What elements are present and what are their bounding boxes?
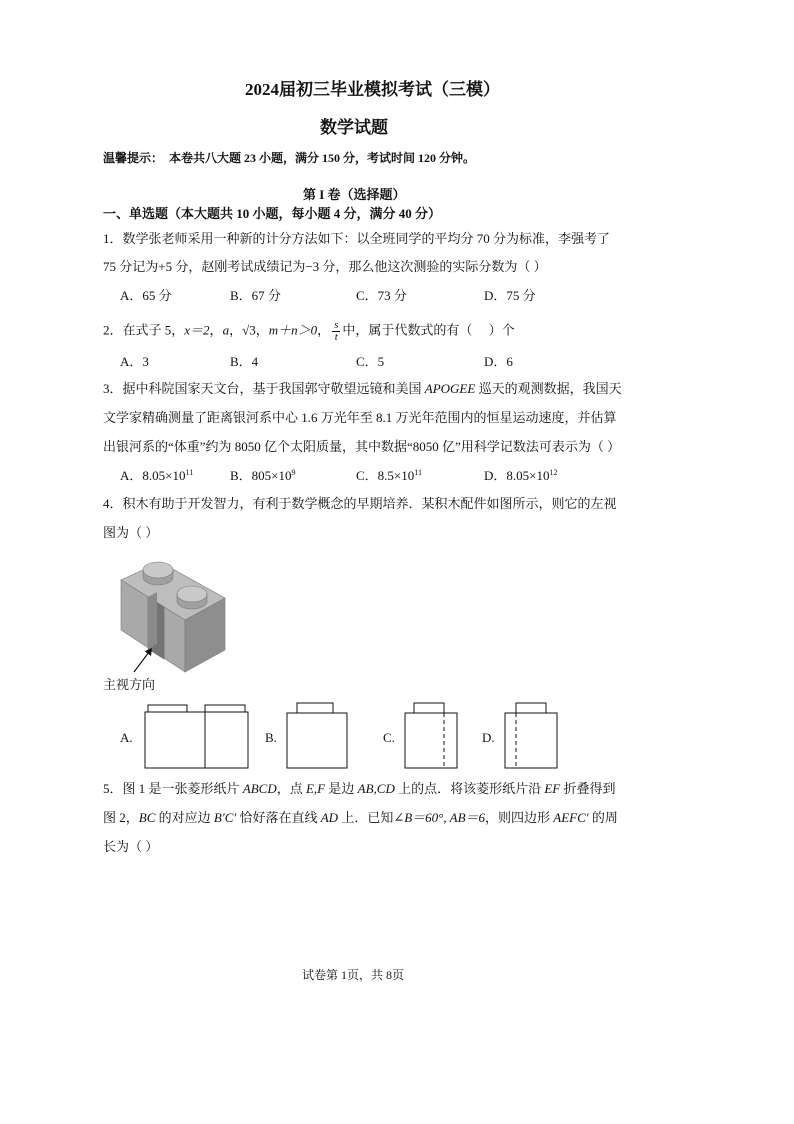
q5-text: 的对应边: [155, 810, 214, 825]
subject-title: 数学试题: [320, 118, 388, 137]
q5-text: 上的点．将该菱形纸片沿: [394, 781, 545, 796]
stud-back-top: [143, 562, 173, 578]
q1-option-d: D．75 分: [484, 288, 536, 303]
q2-option-b: B．4: [230, 354, 259, 369]
q2-line: [103, 320, 515, 343]
q5-math: ∠B＝60°, AB＝6: [393, 810, 486, 825]
q3-line-3: 出银河系的“体重”约为 8050 亿个太阳质量，其中数据“8050 亿”用科学记数法可表示为（ ）: [103, 439, 621, 454]
q2-expr-a: a: [222, 322, 230, 338]
q2-prefix: 2．在式子 5，: [103, 322, 185, 338]
q2-sep: ，: [317, 322, 331, 338]
q5-math: AEFC′: [553, 810, 589, 825]
option-a-body: [145, 712, 248, 768]
q2-sep: ，: [229, 322, 243, 338]
q3-text: 巡天的观测数据，我国天: [475, 381, 622, 396]
q2-fraction-denominator: t: [334, 331, 338, 343]
notice-text: 本卷共八大题 23 小题，满分 150 分，考试时间 120 分钟。: [169, 151, 476, 165]
exam-title: 2024届初三毕业模拟考试（三模）: [245, 80, 500, 99]
q3-apogee: APOGEE: [424, 381, 476, 396]
option-a-figure: [145, 705, 248, 768]
option-c-body: [405, 713, 457, 768]
option-exponent: 12: [549, 468, 558, 477]
q5-math: BC: [138, 810, 156, 825]
q4-option-b-label: B.: [265, 730, 277, 745]
view-direction-arrow-shaft: [134, 652, 149, 672]
q5-text: ，则四边形: [485, 810, 554, 825]
q2-expr-sqrt3: √3: [242, 322, 256, 338]
q5-math: AB,CD: [357, 781, 395, 796]
q5-text: 的周: [588, 810, 618, 825]
option-label: C．: [356, 468, 378, 483]
building-block-figure: [112, 556, 230, 678]
q5-text: 上．已知: [338, 810, 394, 825]
option-a-tab-right: [205, 705, 245, 712]
q5-text: 恰好落在直线: [236, 810, 321, 825]
q2-fraction-numerator: s: [334, 319, 339, 331]
option-b-tab: [297, 703, 333, 713]
q5-line-3: 长为（ ）: [103, 839, 159, 854]
q2-fraction: [332, 320, 340, 343]
option-c-figure: [405, 703, 457, 768]
option-b-body: [287, 713, 347, 768]
q1-option-a: A．65 分: [120, 288, 172, 303]
q2-expr-x: x＝2: [184, 322, 210, 338]
q3-option-b: [230, 468, 296, 484]
q3-option-d: [484, 468, 557, 484]
part-heading: 一、单选题（本大题共 10 小题，每小题 4 分，满分 40 分）: [103, 206, 442, 221]
section-title: 第 I 卷（选择题）: [303, 187, 406, 202]
q1-line-1: 1．数学张老师采用一种新的计分方法如下：以全班同学的平均分 70 分为标准，李强考了: [103, 231, 611, 246]
option-label: D．: [484, 468, 507, 483]
q2-option-d: D．6: [484, 354, 513, 369]
q5-text: 图 2，: [103, 810, 139, 825]
q5-math: AD: [320, 810, 339, 825]
option-label: A．: [120, 468, 143, 483]
view-options-figures: [140, 700, 565, 775]
q4-option-a-label: A.: [120, 730, 133, 745]
q2-suffix: 中，属于代数式的有（ ）个: [342, 322, 515, 338]
q3-option-c: [356, 468, 422, 484]
q5-line-2: [103, 810, 618, 826]
q5-text: 是边: [325, 781, 358, 796]
q1-option-c: C．73 分: [356, 288, 407, 303]
q1-line-2: 75 分记为+5 分，赵刚考试成绩记为−3 分，那么他这次测验的实际分数为（ ）: [103, 259, 547, 274]
q5-line-1: [103, 781, 616, 797]
q3-line-2: 文学家精确测量了距离银河系中心 1.6 万光年至 8.1 万光年范围内的恒星运动速度，并估算: [103, 410, 617, 425]
q3-text: 3．据中科院国家天文台，基于我国郭守敬望远镜和美国: [103, 381, 425, 396]
option-base: 8.5×10: [377, 468, 415, 483]
figure-caption: 主视方向: [103, 677, 156, 692]
q5-text: 5．图 1 是一张菱形纸片: [103, 781, 243, 796]
q2-sep: ，: [255, 322, 269, 338]
option-base: 8.05×10: [506, 468, 550, 483]
option-base: 8.05×10: [142, 468, 186, 483]
option-exponent: 11: [414, 468, 422, 477]
option-d-tab: [516, 703, 546, 713]
q5-math: ABCD: [242, 781, 277, 796]
q4-option-c-label: C.: [383, 730, 395, 745]
q5-text: 折叠得到: [560, 781, 616, 796]
option-base: 805×10: [251, 468, 292, 483]
q1-option-b: B．67 分: [230, 288, 281, 303]
option-label: B．: [230, 468, 252, 483]
option-d-body: [505, 713, 557, 768]
option-d-figure: [505, 703, 557, 768]
q4-line-1: 4．积木有助于开发智力，有利于数学概念的早期培养．某积木配件如图所示，则它的左视: [103, 496, 617, 511]
block-notch-inner-wall: [148, 592, 157, 649]
option-a-tab-left: [148, 705, 187, 712]
q3-option-a: [120, 468, 193, 484]
q5-math: B′C′: [213, 810, 237, 825]
option-exponent: 11: [185, 468, 194, 477]
q2-option-a: A．3: [120, 354, 149, 369]
q3-line-1: [103, 381, 622, 397]
q4-option-d-label: D.: [482, 730, 495, 745]
q5-math: E,F: [305, 781, 326, 796]
page-footer: 试卷第 1页，共 8页: [302, 968, 405, 982]
q2-expr-inequality: m＋n＞0: [268, 322, 318, 338]
q4-line-2: 图为（ ）: [103, 525, 159, 540]
notice: [103, 150, 475, 166]
q5-text: ，点: [276, 781, 306, 796]
q2-sep: ，: [209, 322, 223, 338]
stud-front-top: [177, 586, 207, 602]
option-exponent: 9: [291, 468, 296, 477]
notice-label: 温馨提示：: [103, 151, 164, 165]
option-b-figure: [287, 703, 347, 768]
option-c-tab: [414, 703, 444, 713]
q2-option-c: C．5: [356, 354, 385, 369]
q5-math: EF: [544, 781, 561, 796]
